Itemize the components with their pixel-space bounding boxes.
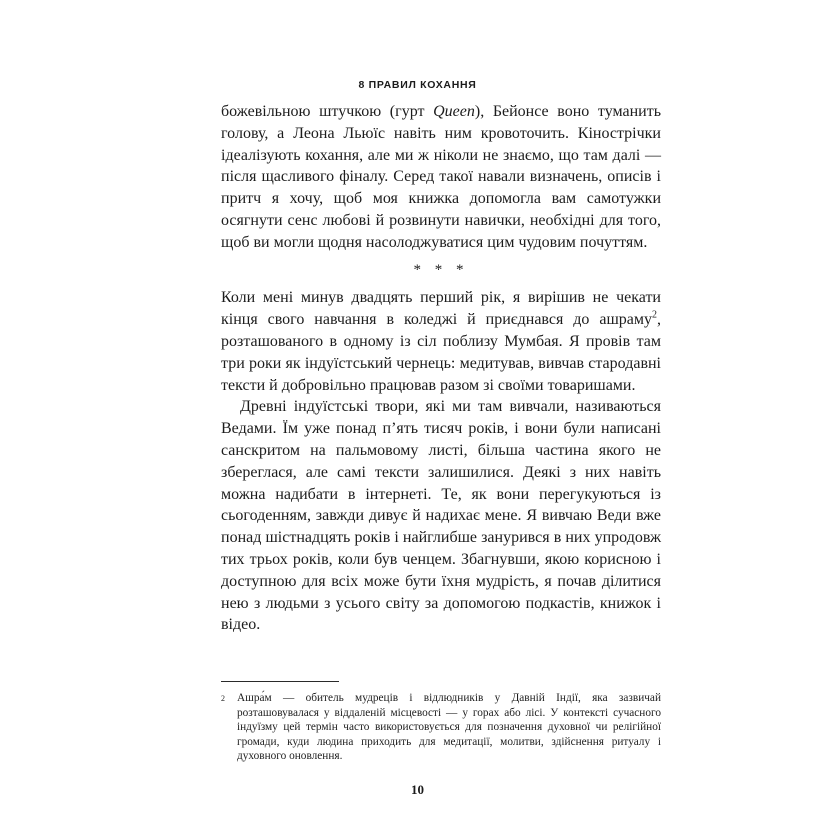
footnote-area [221,681,661,764]
paragraph-2-text: Коли мені минув двадцять перший рік, я вирішив не чекати кінця свого навчання в коледжі й приєднався до ашраму [221,289,661,329]
paragraph-1-text: божевільною штучкою (гурт [221,103,434,120]
paragraph-1-text-continued: ), Бейонсе воно туманить голову, а Леона Льюїс навіть ним кровоточить. Кінострічки ідеалізують кохання, але ми ж ніколи не знаємо, що там далі — після щасливого фіналу. Серед такої навали визначень, описів і притч я хочу, щоб моя книжка допомогла вам самотужки осягнути сенс любові й розвинути навички, необхідні для того, щоб ви могли щодня насолоджуватися цим чудовим почуттям. [221,103,662,251]
footnote [221,691,661,764]
paragraph-2-text-continued: , розташованого в одному із сіл поблизу Мумбая. Я провів там три роки як індуїстський чернець: медитував, вивчав стародавні тексти й добровільно працював разом зі своїми товаришами. [221,311,661,394]
footnote-marker: 2 [221,694,225,703]
section-separator: * * * [413,261,469,278]
running-head: 8 ПРАВИЛ КОХАННЯ [358,79,477,91]
band-name-italic: Queen [433,103,475,120]
footnote-divider [221,681,339,682]
page-content [221,101,661,636]
footnote-reference: 2 [652,309,657,321]
footnote-text: Ашра́м — обитель мудреців і відлюдників у Давній Індії, яка зазвичай розташовувалася у віддаленій місцевості — у горах або лісі. У контексті сучасного індуїзму цей термін часто використовується для позначення духовної чи релігійної громади, куди людина приходить для медитації, молитви, здійснення ритуалу і духовного оновлення. [237,692,661,763]
paragraph-3: Древні індуїстські твори, які ми там вивчали, називаються Ведами. Їм уже понад п’ять тисяч років, і вони були написані санскритом на пальмовому листі, більша частина якого не збереглася, але самі тексти залишилися. Деякі з них навіть можна надибати в інтернеті. Те, як вони перегукуються із сьогоденням, завжди дивує й надихає мене. Я вивчаю Веди вже понад шістнадцять років і найглибше занурився в них упродовж тих трьох років, коли був ченцем. Збагнувши, якою корисною і доступною для всіх може бути їхня мудрість, я почав ділитися нею з людьми з усього світу за допомогою подкастів, книжок і відео. [221,398,661,634]
paragraph-1 [221,101,661,254]
paragraph-2 [221,287,661,396]
page-number: 10 [411,782,424,797]
